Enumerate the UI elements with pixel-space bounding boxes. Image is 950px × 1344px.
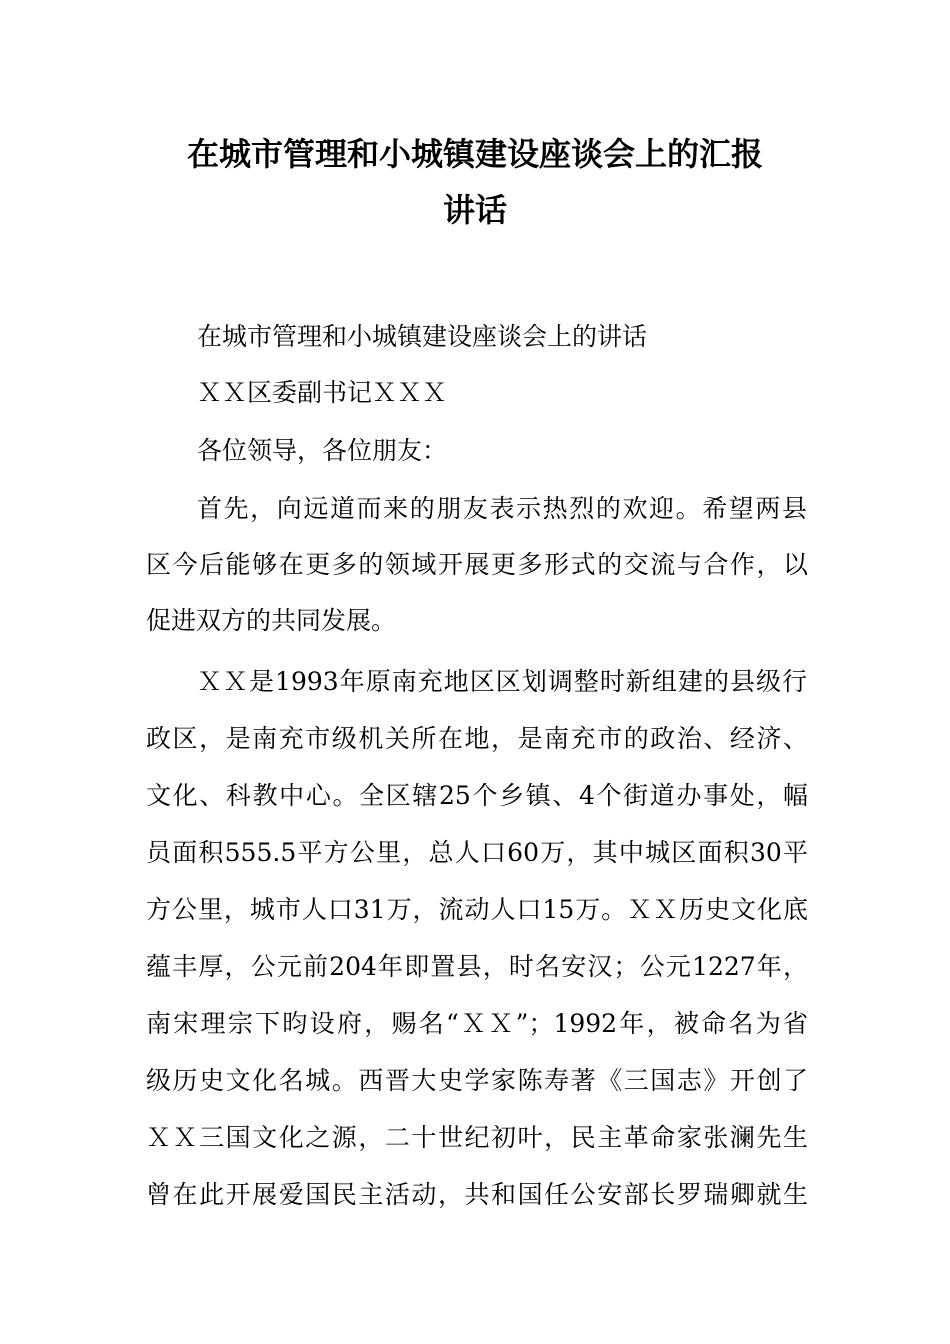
paragraph-line: 级历史文化名城。西晋大史学家陈寿著《三国志》开创了 [146, 1066, 808, 1095]
title-line-2: 讲话 [442, 191, 507, 229]
paragraph-line: 员面积555.5平方公里，总人口60万，其中城区面积30平 [146, 838, 808, 867]
paragraph-line: 文化、科教中心。全区辖25个乡镇、4个街道办事处，幅 [146, 781, 808, 810]
speech-subtitle: 在城市管理和小城镇建设座谈会上的讲话 [197, 322, 648, 351]
paragraph-line: ＸＸ是1993年原南充地区区划调整时新组建的县级行 [197, 667, 807, 696]
paragraph-line: 政区，是南充市级机关所在地，是南充市的政治、经济、 [146, 724, 808, 753]
paragraph-line: 区今后能够在更多的领域开展更多形式的交流与合作，以 [146, 550, 808, 579]
salutation: 各位领导，各位朋友： [197, 436, 448, 465]
paragraph-line: 曾在此开展爱国民主活动，共和国任公安部长罗瑞卿就生 [146, 1180, 808, 1209]
paragraph-line: ＸＸ三国文化之源，二十世纪初叶，民主革命家张澜先生 [146, 1123, 808, 1152]
speech-author: ＸＸ区委副书记ＸＸＸ [197, 378, 448, 407]
paragraph-line: 促进双方的共同发展。 [146, 606, 397, 635]
paragraph-line: 蕴丰厚，公元前204年即置县，时名安汉；公元1227年， [146, 952, 808, 981]
paragraph-line: 南宋理宗下昀设府，赐名“ＸＸ”；1992年，被命名为省 [146, 1009, 808, 1038]
document-title [145, 126, 805, 238]
paragraph-line: 方公里，城市人口31万，流动人口15万。ＸＸ历史文化底 [146, 895, 808, 924]
paragraph-line: 首先，向远道而来的朋友表示热烈的欢迎。希望两县 [197, 494, 807, 523]
title-line-1: 在城市管理和小城镇建设座谈会上的汇报 [186, 135, 763, 173]
